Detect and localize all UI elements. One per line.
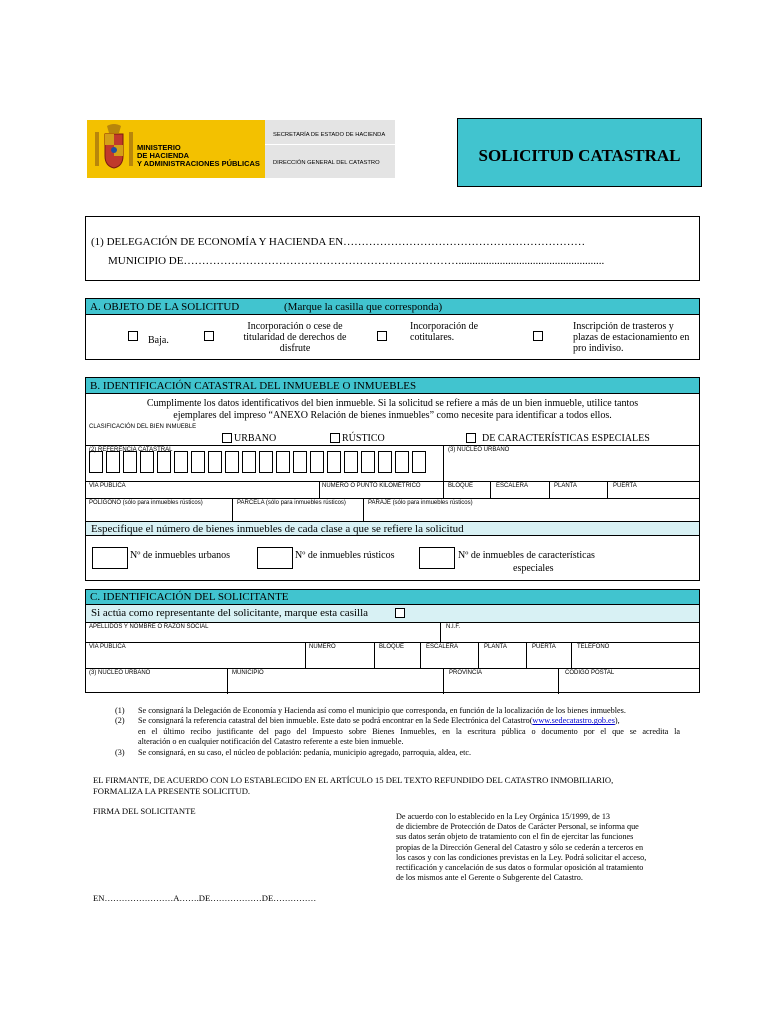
- c-puerta-label[interactable]: PUERTA: [532, 644, 556, 650]
- checkbox-rustico[interactable]: [330, 433, 340, 443]
- ministry-line-3: Y ADMINISTRACIONES PÚBLICAS: [137, 159, 260, 168]
- representante-row: [86, 605, 699, 622]
- signature-area[interactable]: [93, 820, 378, 888]
- count-urbanos-input[interactable]: [92, 547, 128, 569]
- count-especiales-label-1: Nº de inmuebles de características: [458, 550, 595, 561]
- checkbox-cotitulares[interactable]: [377, 331, 387, 341]
- option-trasteros-label: Inscripción de trasteros y plazas de estacionamiento en pro indiviso.: [573, 321, 690, 354]
- c-provincia-label[interactable]: PROVINCIA: [449, 670, 483, 676]
- option-baja-label: Baja.: [148, 335, 169, 346]
- representante-label: Si actúa como representante del solicitante, marque esta casilla: [91, 607, 369, 619]
- privacy-line-1: De acuerdo con lo establecido en la Ley Orgánica 15/1999, de 13: [396, 812, 611, 821]
- apellidos-label[interactable]: APELLIDOS Y NOMBRE O RAZÓN SOCIAL: [89, 624, 209, 630]
- specify-label: Especifique el número de bienes inmuebles de cada clase a que se refiere la solicitud: [91, 523, 464, 535]
- count-rusticos-label: Nº de inmuebles rústicos: [295, 550, 395, 561]
- section-b-intro-2: ejemplares del impreso “ANEXO Relación de bienes inmuebles” como necesite para identificar a todos ellos.: [173, 410, 612, 421]
- note-3-num: (3): [115, 747, 125, 757]
- c-nucleo-label[interactable]: (3) NÚCLEO URBANO: [89, 670, 151, 676]
- clasificacion-label: CLASIFICACIÓN DEL BIEN INMUEBLE: [89, 424, 197, 430]
- numero-km-label[interactable]: NÚMERO O PUNTO KILOMÉTRICO: [322, 483, 421, 489]
- section-b: [85, 377, 700, 581]
- specify-band: [86, 521, 699, 536]
- note-2-num: (2): [115, 716, 125, 726]
- apellidos-row: [86, 622, 699, 642]
- ministry-line-1: MINISTERIO: [137, 143, 181, 152]
- urbano-label: URBANO: [234, 433, 277, 444]
- delegacion-field[interactable]: (1) DELEGACIÓN DE ECONOMÍA Y HACIENDA EN…………………………………………………………: [91, 236, 586, 248]
- nucleo-urbano-label[interactable]: (3) NÚCLEO URBANO: [448, 447, 510, 453]
- note-2-text-d: alteración o en cualquier notificación del Catastro referente a este bien inmueble.: [138, 737, 404, 747]
- form-title: SOLICITUD CATASTRAL: [478, 146, 681, 165]
- privacy-line-2: de diciembre de Protección de Datos de Carácter Personal, se informa que: [396, 822, 639, 832]
- poligono-row: [86, 498, 699, 521]
- c-bloque-label[interactable]: BLOQUE: [379, 644, 405, 650]
- especiales-label: DE CARACTERÍSTICAS ESPECIALES: [482, 433, 650, 444]
- section-c-title: C. IDENTIFICACIÓN DEL SOLICITANTE: [90, 591, 289, 603]
- rustico-label: RÚSTICO: [342, 433, 385, 444]
- secretaria-label: SECRETARÍA DE ESTADO DE HACIENDA: [273, 132, 386, 138]
- checkbox-incorporacion-cese[interactable]: [204, 331, 214, 341]
- puerta-label[interactable]: PUERTA: [613, 483, 637, 489]
- checkbox-urbano[interactable]: [222, 433, 232, 443]
- escalera-label[interactable]: ESCALERA: [496, 483, 529, 489]
- sede-electronica-link[interactable]: www.sedecatastro.gob.es: [532, 716, 615, 726]
- section-c-header: [86, 590, 699, 605]
- c-via-publica-label[interactable]: VÍA PÚBLICA: [89, 644, 126, 650]
- c-telefono-label[interactable]: TELÉFONO: [577, 644, 610, 650]
- ministry-logo: [87, 120, 265, 178]
- count-especiales-input[interactable]: [419, 547, 455, 569]
- c-numero-label[interactable]: NÚMERO: [309, 644, 336, 650]
- delegacion-box: [85, 216, 700, 281]
- c-codigo-postal-label[interactable]: CÓDIGO POSTAL: [565, 670, 615, 676]
- logo-secretaria-block: [265, 120, 395, 178]
- privacy-line-5: los casos y con las condiciones previstas en la Ley. Podrá solicitar el acceso,: [396, 852, 647, 862]
- privacy-notice: [396, 812, 680, 883]
- note-1-num: (1): [115, 706, 125, 715]
- paraje-label[interactable]: PARAJE (sólo para inmuebles rústicos): [368, 500, 473, 506]
- nif-label[interactable]: N.I.F.: [446, 624, 461, 630]
- ref-catastral-input[interactable]: [89, 446, 439, 482]
- section-a: [85, 298, 700, 360]
- via-publica-label[interactable]: VÍA PÚBLICA: [89, 483, 126, 489]
- option-cotitulares-label: Incorporación de cotitulares.: [410, 321, 479, 343]
- checkbox-especiales[interactable]: [466, 433, 476, 443]
- ministry-line-2: DE HACIENDA: [137, 151, 190, 160]
- section-b-intro-1: Cumplimente los datos identificativos del bien inmueble. Si la solicitud se refiere a más de un bien inmueble, utilice tantos: [146, 398, 639, 409]
- count-urbanos-label: Nº de inmuebles urbanos: [130, 550, 231, 561]
- section-a-hint: (Marque la casilla que corresponda): [284, 301, 443, 313]
- privacy-line-3: sus datos serán objeto de tratamiento con el fin de ejercitar las funciones: [396, 832, 634, 842]
- via-publica-row: [86, 481, 699, 498]
- section-c: [85, 589, 700, 693]
- note-3-text: Se consignará, en su caso, el núcleo de población: pedanía, municipio agregado, parroquia, aldea, etc.: [138, 747, 472, 757]
- privacy-line-4: propias de la Dirección General del Catastro y sólo se cederán a terceros en: [396, 842, 644, 852]
- count-especiales-label-2: especiales: [513, 563, 554, 574]
- form-title-box: [457, 118, 702, 187]
- direccion-label: DIRECCIÓN GENERAL DEL CATASTRO: [273, 160, 380, 166]
- ref-catastral-label: (2) REFERENCIA CATASTRAL: [89, 447, 173, 453]
- note-2-text-a: Se consignará la referencia catastral del bien inmueble. Este dato se podrá encontrar en la Sede Electrónica del Catastro(: [138, 716, 533, 726]
- date-place-line[interactable]: EN……………………A…….DE………………DE……………: [93, 893, 317, 903]
- note-2-text-c: en el último recibo justificante del pago del Impuesto sobre Bienes Inmuebles, en la escritura pública o documento por el que se acredita la: [138, 726, 680, 736]
- section-a-title: A. OBJETO DE LA SOLICITUD: [90, 301, 240, 313]
- declaration-line-1: EL FIRMANTE, DE ACUERDO CON LO ESTABLECIDO EN EL ARTÍCULO 15 DEL TEXTO REFUNDIDO DEL CATASTRO INMOBILIARIO,: [93, 775, 614, 785]
- checkbox-trasteros[interactable]: [533, 331, 543, 341]
- coat-of-arms-icon: [93, 124, 135, 174]
- option-incorporacion-cese-label: Incorporación o cese de titularidad de derechos de disfrute: [243, 321, 347, 354]
- direccion-row: [86, 642, 699, 668]
- section-b-header: [86, 378, 699, 394]
- c-escalera-label[interactable]: ESCALERA: [426, 644, 459, 650]
- firma-label: FIRMA DEL SOLICITANTE: [93, 806, 196, 816]
- poligono-label[interactable]: POLÍGONO (sólo para inmuebles rústicos): [89, 500, 203, 506]
- privacy-line-7: de los mismos ante el Gerente o Subgerente del Catastro.: [396, 873, 583, 883]
- note-2-text-b: ),: [614, 716, 620, 726]
- declaration-line-2: FORMALIZA LA PRESENTE SOLICITUD.: [93, 786, 251, 796]
- c-municipio-label[interactable]: MUNICIPIO: [232, 670, 264, 676]
- parcela-label[interactable]: PARCELA (sólo para inmuebles rústicos): [237, 500, 346, 506]
- c-planta-label[interactable]: PLANTA: [484, 644, 507, 650]
- count-rusticos-input[interactable]: [257, 547, 293, 569]
- section-b-title: B. IDENTIFICACIÓN CATASTRAL DEL INMUEBLE O INMUEBLES: [90, 380, 417, 392]
- bloque-label[interactable]: BLOQUE: [448, 483, 474, 489]
- note-1-text: Se consignará la Delegación de Economía y Hacienda así como el municipio que corresponda, en función de la localización de los bienes inmuebles.: [138, 706, 626, 715]
- municipio-field[interactable]: MUNICIPIO DE………………………………………………………………….....................................................: [108, 255, 605, 267]
- checkbox-representante[interactable]: [395, 608, 405, 618]
- localidad-row: [86, 668, 699, 694]
- section-a-header: [86, 299, 699, 315]
- ref-catastral-row: [86, 445, 699, 481]
- privacy-line-6: rectificación y cancelación de sus datos o formular oposición al tratamiento: [396, 863, 644, 873]
- checkbox-baja[interactable]: [128, 331, 138, 341]
- notes-block: [115, 706, 680, 758]
- planta-label[interactable]: PLANTA: [554, 483, 577, 489]
